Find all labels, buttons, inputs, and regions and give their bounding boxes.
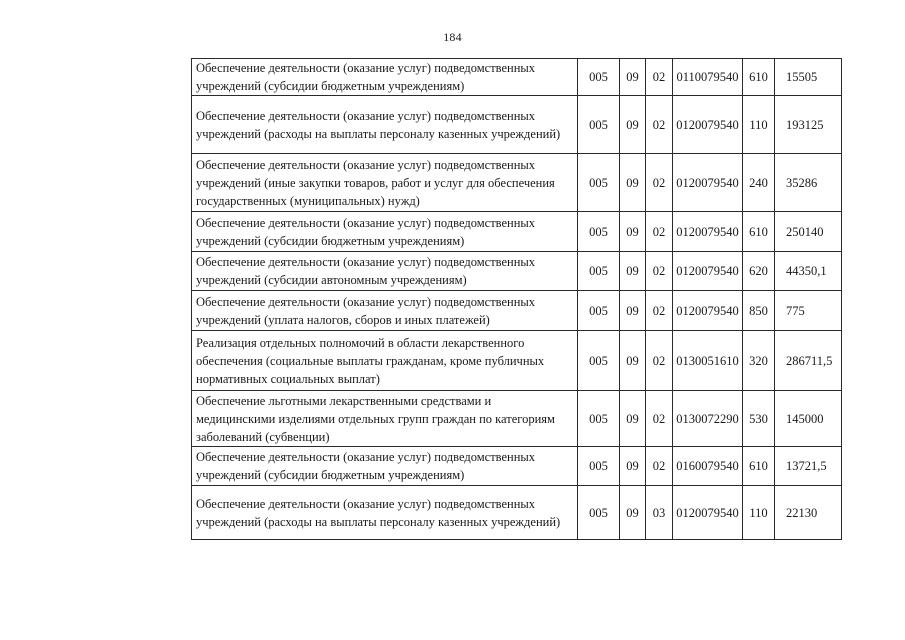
section-code: 09 [620,486,646,540]
expense-type-code: 110 [743,486,775,540]
amount-value: 193125 [775,96,842,154]
ministry-code: 005 [578,252,620,291]
ministry-code: 005 [578,391,620,447]
expense-type-code: 110 [743,96,775,154]
row-name: Обеспечение деятельности (оказание услуг) подведомственных учреждений (субсидии бюджетным учреждениям) [192,447,578,486]
section-code: 09 [620,212,646,252]
ministry-code: 005 [578,447,620,486]
table-row [192,486,842,540]
ministry-code: 005 [578,486,620,540]
row-name: Обеспечение деятельности (оказание услуг) подведомственных учреждений (расходы на выплаты персоналу казенных учреждений) [192,96,578,154]
expense-type-code: 240 [743,154,775,212]
subsection-code: 02 [646,391,673,447]
target-article-code: 0130051610 [673,331,743,391]
row-name: Обеспечение деятельности (оказание услуг) подведомственных учреждений (субсидии бюджетным учреждениям) [192,59,578,96]
table-row [192,154,842,212]
expense-type-code: 530 [743,391,775,447]
expense-type-code: 610 [743,59,775,96]
ministry-code: 005 [578,291,620,331]
expense-type-code: 850 [743,291,775,331]
subsection-code: 02 [646,59,673,96]
ministry-code: 005 [578,59,620,96]
target-article-code: 0120079540 [673,252,743,291]
amount-value: 286711,5 [775,331,842,391]
table-row [192,212,842,252]
row-name: Обеспечение деятельности (оказание услуг) подведомственных учреждений (иные закупки товаров, работ и услуг для обеспечения государственных (муниципальных) нужд) [192,154,578,212]
table-row [192,391,842,447]
ministry-code: 005 [578,154,620,212]
row-name: Обеспечение деятельности (оказание услуг) подведомственных учреждений (расходы на выплаты персоналу казенных учреждений) [192,486,578,540]
target-article-code: 0120079540 [673,96,743,154]
expense-type-code: 320 [743,331,775,391]
table-row [192,252,842,291]
expense-type-code: 610 [743,447,775,486]
subsection-code: 03 [646,486,673,540]
subsection-code: 02 [646,154,673,212]
table-row [192,59,842,96]
section-code: 09 [620,331,646,391]
amount-value: 22130 [775,486,842,540]
row-name: Обеспечение деятельности (оказание услуг) подведомственных учреждений (субсидии бюджетным учреждениям) [192,212,578,252]
amount-value: 44350,1 [775,252,842,291]
target-article-code: 0120079540 [673,486,743,540]
ministry-code: 005 [578,212,620,252]
target-article-code: 0160079540 [673,447,743,486]
ministry-code: 005 [578,331,620,391]
section-code: 09 [620,154,646,212]
expense-type-code: 610 [743,212,775,252]
table-row [192,331,842,391]
row-name: Обеспечение деятельности (оказание услуг) подведомственных учреждений (субсидии автономным учреждениям) [192,252,578,291]
table-row [192,96,842,154]
section-code: 09 [620,59,646,96]
row-name: Обеспечение деятельности (оказание услуг) подведомственных учреждений (уплата налогов, сборов и иных платежей) [192,291,578,331]
section-code: 09 [620,447,646,486]
target-article-code: 0120079540 [673,154,743,212]
amount-value: 13721,5 [775,447,842,486]
subsection-code: 02 [646,96,673,154]
amount-value: 15505 [775,59,842,96]
amount-value: 35286 [775,154,842,212]
amount-value: 145000 [775,391,842,447]
row-name: Обеспечение льготными лекарственными средствами и медицинскими изделиями отдельных групп граждан по категориям заболеваний (субвенции) [192,391,578,447]
section-code: 09 [620,391,646,447]
subsection-code: 02 [646,291,673,331]
target-article-code: 0120079540 [673,212,743,252]
target-article-code: 0120079540 [673,291,743,331]
section-code: 09 [620,96,646,154]
expense-type-code: 620 [743,252,775,291]
ministry-code: 005 [578,96,620,154]
subsection-code: 02 [646,447,673,486]
table-row [192,291,842,331]
subsection-code: 02 [646,212,673,252]
amount-value: 250140 [775,212,842,252]
page-number: 184 [443,30,462,44]
section-code: 09 [620,252,646,291]
subsection-code: 02 [646,331,673,391]
budget-table [191,58,842,540]
amount-value: 775 [775,291,842,331]
target-article-code: 0110079540 [673,59,743,96]
row-name: Реализация отдельных полномочий в области лекарственного обеспечения (социальные выплаты гражданам, кроме публичных нормативных социальных выплат) [192,331,578,391]
subsection-code: 02 [646,252,673,291]
table-row [192,447,842,486]
section-code: 09 [620,291,646,331]
target-article-code: 0130072290 [673,391,743,447]
